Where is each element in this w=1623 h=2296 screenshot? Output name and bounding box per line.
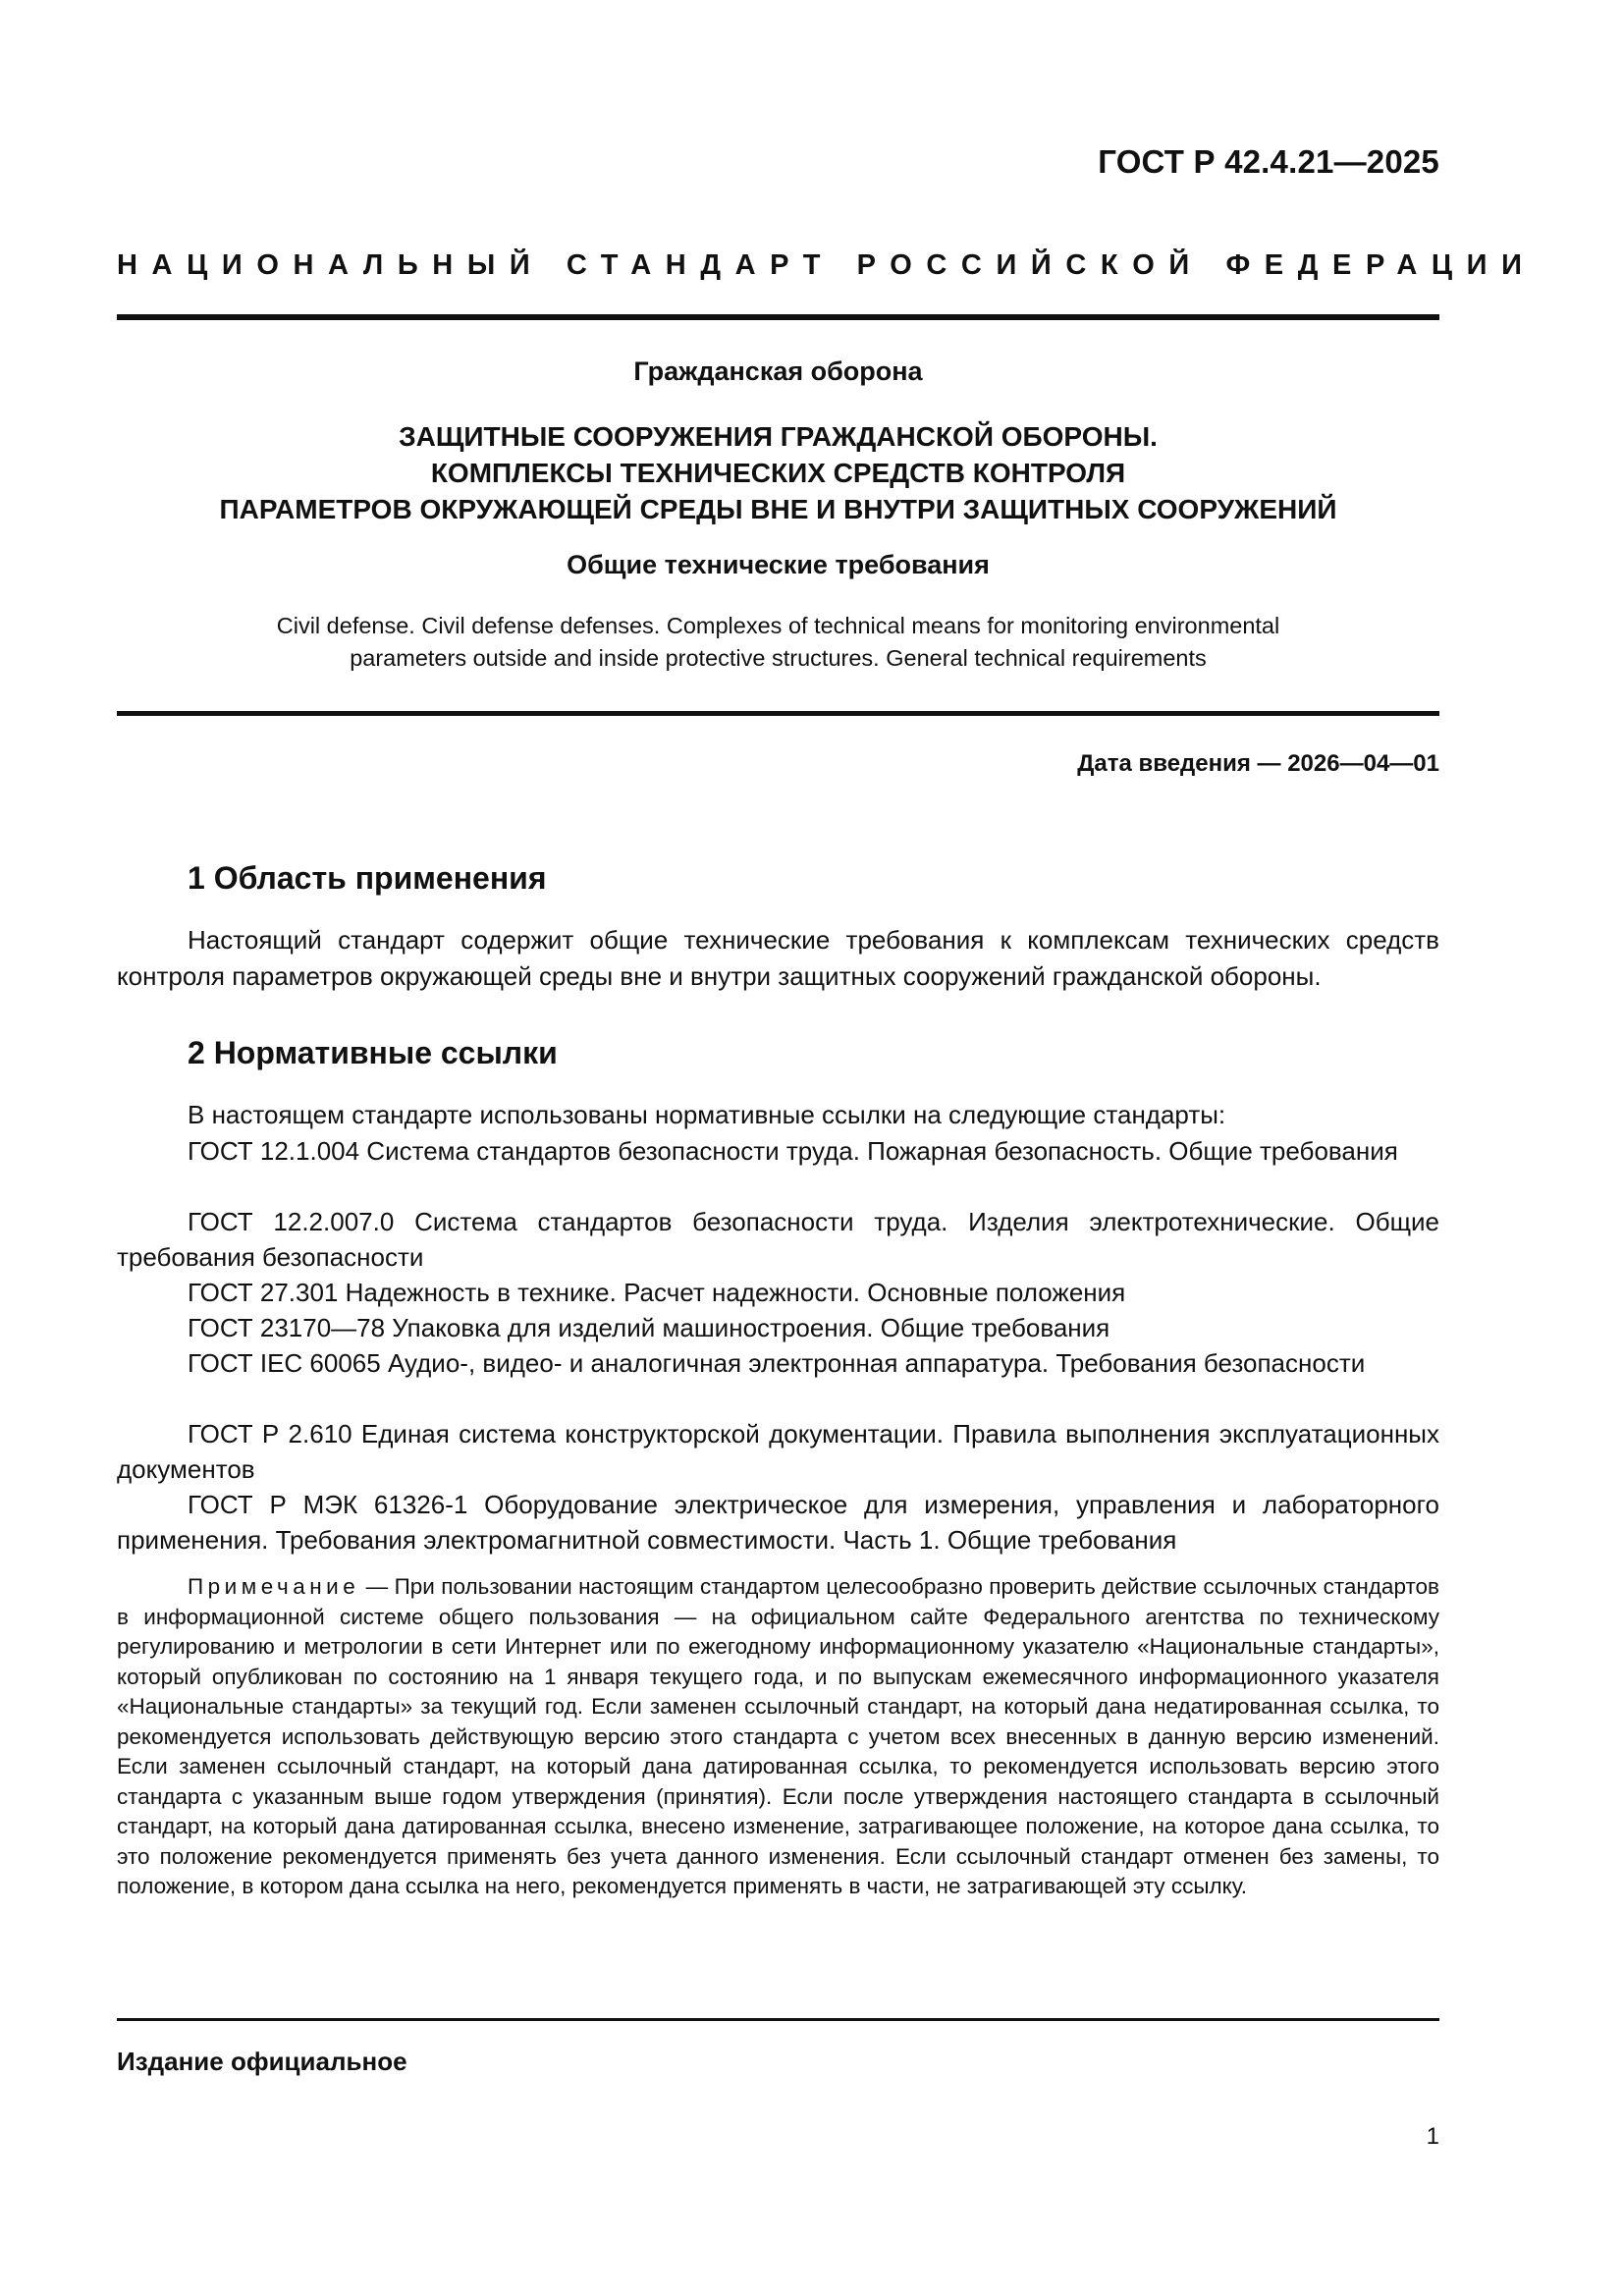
document-number: ГОСТ Р 42.4.21—2025 — [1098, 143, 1439, 180]
reference-item: ГОСТ IEC 60065 Аудио-, видео- и аналогичная электронная аппаратура. Требования безопасности — [188, 1348, 1366, 1378]
title-block-rule — [117, 711, 1439, 716]
reference-item: ГОСТ 12.1.004 Система стандартов безопасности труда. Пожарная безопасность. Общие требования — [188, 1136, 1398, 1166]
main-title-line: ПАРАМЕТРОВ ОКРУЖАЮЩЕЙ СРЕДЫ ВНЕ И ВНУТРИ ЗАЩИТНЫХ СООРУЖЕНИЙ — [219, 494, 1337, 524]
standard-main-title — [117, 418, 1439, 527]
english-title — [117, 610, 1439, 675]
english-title-line: parameters outside and inside protective structures. General technical requirements — [350, 645, 1207, 671]
reference-item: ГОСТ 27.301 Надежность в технике. Расчет надежности. Основные положения — [188, 1278, 1126, 1307]
standard-subtitle: Общие технические требования — [567, 550, 990, 579]
standard-subject: Гражданская оборона — [633, 356, 923, 386]
section-2-intro: В настоящем стандарте использованы нормативные ссылки на следующие стандарты: — [188, 1100, 1226, 1129]
introduction-date: Дата введения — 2026—04—01 — [1077, 750, 1439, 777]
national-standard-title: НАЦИОНАЛЬНЫЙ СТАНДАРТ РОССИЙСКОЙ ФЕДЕРАЦИИ — [117, 249, 1537, 281]
reference-item: ГОСТ Р МЭК 61326-1 Оборудование электрическое для измерения, управления и лабораторного применения. Требования электромагнитной совместимости. Часть 1. Общие требования — [117, 1490, 1439, 1555]
english-title-line: Civil defense. Civil defense defenses. Complexes of technical means for monitoring environmental — [276, 613, 1280, 638]
header-rule — [117, 314, 1439, 320]
reference-item: ГОСТ 23170—78 Упаковка для изделий машиностроения. Общие требования — [188, 1313, 1110, 1342]
main-title-line: КОМПЛЕКСЫ ТЕХНИЧЕСКИХ СРЕДСТВ КОНТРОЛЯ — [430, 458, 1126, 488]
page-number: 1 — [1426, 2123, 1439, 2150]
reference-item: ГОСТ Р 2.610 Единая система конструкторской документации. Правила выполнения эксплуатационных документов — [117, 1419, 1439, 1484]
reference-item: ГОСТ 12.2.007.0 Система стандартов безопасности труда. Изделия электротехнические. Общие требования безопасности — [117, 1207, 1439, 1272]
edition-label: Издание официальное — [117, 2047, 407, 2076]
section-1-heading: 1 Область применения — [188, 860, 547, 896]
section-1-text: Настоящий стандарт содержит общие технические требования к комплексам технических средств контроля параметров окружающей среды вне и внутри защитных сооружений гражданской обороны. — [117, 925, 1439, 991]
note-label: Примечание — [188, 1574, 360, 1599]
main-title-line: ЗАЩИТНЫЕ СООРУЖЕНИЯ ГРАЖДАНСКОЙ ОБОРОНЫ. — [399, 421, 1158, 452]
note-text: — При пользовании настоящим стандартом целесообразно проверить действие ссылочных стандартов в информационной системе общего пользования — на официальном сайте Федерального агентства по техническому регулированию и метрологии в сети Интернет или по ежегодному информационному указателю «Национальные стандарты», который опубликован по состоянию на 1 января текущего года, и по выпускам ежемесячного информационного указателя «Национальные стандарты» за текущий год. Если заменен ссылочный стандарт, на который дана недатированная ссылка, то рекомендуется использовать действующую версию этого стандарта с учетом всех внесенных в данную версию изменений. Если заменен ссылочный стандарт, на который дана датированная ссылка, то рекомендуется использовать версию этого стандарта с указанным выше годом утверждения (принятия). Если после утверждения настоящего стандарта в ссылочный стандарт, на который дана датированная ссылка, внесено изменение, затрагивающее положение, на которое дана ссылка, то это положение рекомендуется применять без учета данного изменения. Если ссылочный стандарт отменен без замены, то положение, в котором дана ссылка на него, рекомендуется применять в части, не затрагивающей эту ссылку. — [117, 1574, 1439, 1898]
section-2-heading: 2 Нормативные ссылки — [188, 1035, 558, 1070]
footer-rule — [117, 2018, 1439, 2021]
document-page — [117, 0, 1537, 2296]
reference-note — [117, 1572, 1439, 1902]
